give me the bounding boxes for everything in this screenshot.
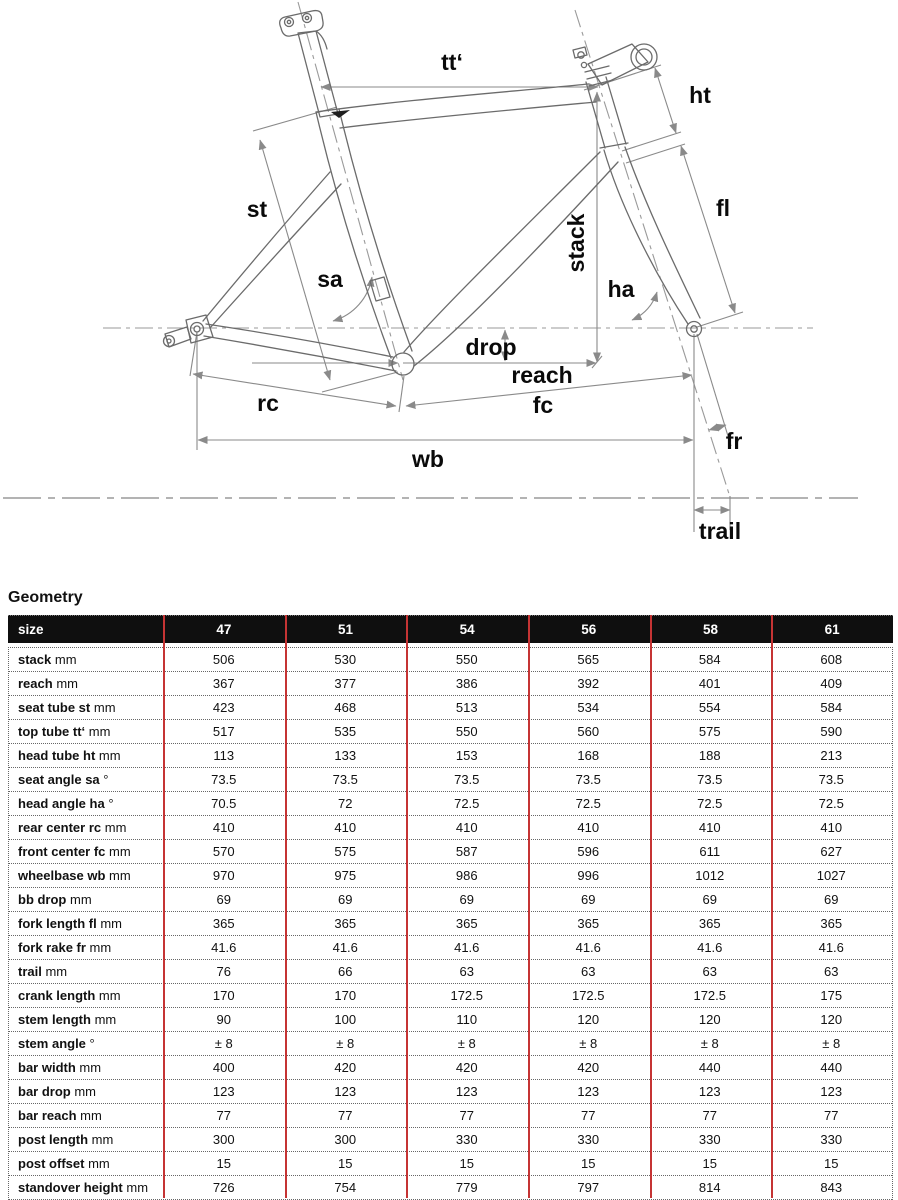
value-cell: 188: [698, 748, 721, 763]
table-row: [9, 1152, 892, 1176]
label-stack: stack: [563, 213, 589, 273]
size-column-header: 47: [216, 622, 232, 637]
value-cell: 367: [212, 676, 235, 691]
table-header-row: [8, 615, 893, 643]
geometry-table-body: [8, 647, 893, 1200]
value-cell: 113: [213, 748, 235, 763]
value-cell: 330: [455, 1132, 478, 1147]
value-cell: 517: [212, 724, 235, 739]
value-cell: 575: [334, 844, 357, 859]
label-bb-drop: drop: [465, 334, 517, 360]
value-cell: 123: [698, 1084, 721, 1099]
row-label: stack mm: [18, 652, 77, 667]
value-cell: 410: [455, 820, 478, 835]
value-cell: ± 8: [700, 1036, 719, 1051]
value-cell: 1027: [816, 868, 846, 883]
value-cell: 410: [212, 820, 235, 835]
size-column-header: 58: [702, 622, 718, 637]
label-fork-length: fl: [715, 195, 731, 221]
value-cell: ± 8: [336, 1036, 355, 1051]
table-row: [9, 672, 892, 696]
column-separator: [285, 615, 287, 1198]
value-cell: 41.6: [332, 940, 358, 955]
table-row: [9, 696, 892, 720]
value-cell: ± 8: [214, 1036, 233, 1051]
table-row: [9, 888, 892, 912]
label-fork-rake: fr: [725, 428, 743, 454]
value-cell: 779: [455, 1180, 478, 1195]
table-row: [9, 1080, 892, 1104]
label-head-angle: ha: [607, 276, 635, 302]
row-label: fork rake fr mm: [18, 940, 112, 955]
table-row: [9, 984, 892, 1008]
value-cell: 73.5: [697, 772, 723, 787]
value-cell: 410: [334, 820, 357, 835]
dimension-labels: [247, 49, 743, 544]
value-cell: 513: [455, 700, 478, 715]
label-head-tube: ht: [689, 82, 711, 108]
row-label: crank length mm: [18, 988, 121, 1003]
geometry-table: [8, 615, 893, 1200]
value-cell: 15: [216, 1156, 231, 1171]
value-cell: 15: [824, 1156, 839, 1171]
label-seat-tube: st: [246, 196, 268, 222]
value-cell: 1012: [695, 868, 725, 883]
column-separator: [771, 615, 773, 1198]
row-label: post length mm: [18, 1132, 114, 1147]
frame-geometry-diagram: [0, 0, 898, 585]
row-label: top tube tt‘ mm: [18, 724, 111, 739]
value-cell: 77: [702, 1108, 717, 1123]
value-cell: 365: [212, 916, 235, 931]
value-cell: 72.5: [575, 796, 601, 811]
value-cell: 73.5: [211, 772, 237, 787]
column-separator: [163, 615, 165, 1198]
size-column-header: 51: [337, 622, 353, 637]
row-label: head angle ha °: [18, 796, 114, 811]
table-row: [9, 864, 892, 888]
value-cell: 133: [334, 748, 357, 763]
value-cell: 611: [699, 844, 721, 859]
value-cell: 77: [216, 1108, 231, 1123]
reference-lines: [3, 2, 858, 498]
value-cell: 69: [581, 892, 596, 907]
value-cell: 153: [455, 748, 478, 763]
value-cell: 69: [459, 892, 474, 907]
row-label: wheelbase wb mm: [18, 868, 131, 883]
value-cell: 63: [581, 964, 596, 979]
row-label: trail mm: [18, 964, 68, 979]
table-row: [9, 936, 892, 960]
value-cell: ± 8: [579, 1036, 598, 1051]
row-label: bb drop mm: [18, 892, 92, 907]
value-cell: 970: [212, 868, 235, 883]
value-cell: 120: [820, 1012, 843, 1027]
row-label: bar reach mm: [18, 1108, 102, 1123]
value-cell: 41.6: [454, 940, 480, 955]
value-cell: 90: [216, 1012, 231, 1027]
value-cell: 73.5: [575, 772, 601, 787]
value-cell: 420: [577, 1060, 600, 1075]
value-cell: 365: [334, 916, 357, 931]
value-cell: 15: [581, 1156, 596, 1171]
value-cell: 986: [455, 868, 478, 883]
column-separator: [650, 615, 652, 1198]
value-cell: 123: [334, 1084, 357, 1099]
value-cell: 386: [455, 676, 478, 691]
value-cell: 77: [338, 1108, 353, 1123]
value-cell: 410: [820, 820, 843, 835]
value-cell: 377: [334, 676, 357, 691]
table-row: [9, 1056, 892, 1080]
value-cell: 66: [338, 964, 353, 979]
value-cell: 300: [334, 1132, 357, 1147]
value-cell: 63: [459, 964, 474, 979]
value-cell: 213: [820, 748, 843, 763]
table-row: [9, 768, 892, 792]
value-cell: 41.6: [818, 940, 844, 955]
row-label: front center fc mm: [18, 844, 131, 859]
row-label: head tube ht mm: [18, 748, 121, 763]
value-cell: 423: [212, 700, 235, 715]
row-label: standover height mm: [18, 1180, 149, 1195]
value-cell: 330: [820, 1132, 843, 1147]
value-cell: 565: [577, 652, 600, 667]
label-seat-angle: sa: [317, 266, 343, 292]
value-cell: 596: [577, 844, 600, 859]
value-cell: 72.5: [818, 796, 844, 811]
value-cell: 975: [334, 868, 357, 883]
dimension-lines: [190, 65, 743, 532]
value-cell: 175: [820, 988, 843, 1003]
value-cell: 41.6: [211, 940, 237, 955]
table-row: [9, 816, 892, 840]
value-cell: 170: [334, 988, 357, 1003]
value-cell: 100: [334, 1012, 357, 1027]
value-cell: ± 8: [457, 1036, 476, 1051]
table-row: [9, 1104, 892, 1128]
value-cell: 506: [212, 652, 235, 667]
value-cell: 123: [455, 1084, 478, 1099]
row-label: seat angle sa °: [18, 772, 109, 787]
value-cell: 468: [334, 700, 357, 715]
value-cell: 76: [216, 964, 231, 979]
value-cell: 409: [820, 676, 843, 691]
value-cell: 123: [577, 1084, 600, 1099]
bike-geometry-drawing: [0, 0, 898, 585]
value-cell: 172.5: [571, 988, 605, 1003]
value-cell: 72: [338, 796, 353, 811]
row-label: seat tube st mm: [18, 700, 116, 715]
value-cell: 440: [820, 1060, 843, 1075]
table-row: [9, 1008, 892, 1032]
value-cell: 110: [456, 1012, 478, 1027]
value-cell: 420: [334, 1060, 357, 1075]
value-cell: 69: [216, 892, 231, 907]
row-label: stem length mm: [18, 1012, 117, 1027]
value-cell: 554: [698, 700, 721, 715]
value-cell: 69: [338, 892, 353, 907]
value-cell: 392: [577, 676, 600, 691]
value-cell: 41.6: [697, 940, 723, 955]
value-cell: 15: [338, 1156, 353, 1171]
label-wheelbase: wb: [412, 446, 444, 472]
value-cell: 550: [455, 724, 478, 739]
table-row: [9, 912, 892, 936]
row-label: rear center rc mm: [18, 820, 127, 835]
value-cell: 365: [698, 916, 721, 931]
table-row: [9, 744, 892, 768]
value-cell: 401: [698, 676, 721, 691]
value-cell: 63: [824, 964, 839, 979]
value-cell: 410: [698, 820, 721, 835]
size-header: size: [18, 622, 44, 637]
value-cell: 73.5: [818, 772, 844, 787]
value-cell: 123: [212, 1084, 235, 1099]
value-cell: 72.5: [697, 796, 723, 811]
row-label: stem angle °: [18, 1036, 95, 1051]
value-cell: 530: [334, 652, 357, 667]
row-label: fork length fl mm: [18, 916, 122, 931]
label-rear-center: rc: [257, 390, 279, 416]
value-cell: 77: [581, 1108, 596, 1123]
label-front-center: fc: [532, 392, 554, 418]
table-row: [9, 840, 892, 864]
size-column-header: 61: [824, 622, 840, 637]
value-cell: 575: [698, 724, 721, 739]
row-label: reach mm: [18, 676, 78, 691]
value-cell: 172.5: [693, 988, 727, 1003]
value-cell: 170: [212, 988, 235, 1003]
label-reach: reach: [511, 362, 573, 388]
value-cell: 72.5: [454, 796, 480, 811]
value-cell: 69: [824, 892, 839, 907]
value-cell: 120: [698, 1012, 721, 1027]
value-cell: 996: [577, 868, 600, 883]
value-cell: 584: [820, 700, 843, 715]
value-cell: 535: [334, 724, 357, 739]
column-separator: [406, 615, 408, 1198]
value-cell: 726: [212, 1180, 235, 1195]
row-label: bar drop mm: [18, 1084, 97, 1099]
value-cell: 69: [702, 892, 717, 907]
table-row: [9, 1176, 892, 1200]
value-cell: 330: [577, 1132, 600, 1147]
value-cell: 73.5: [332, 772, 358, 787]
value-cell: 41.6: [575, 940, 601, 955]
value-cell: 400: [212, 1060, 235, 1075]
size-column-header: 54: [459, 622, 475, 637]
value-cell: 440: [698, 1060, 721, 1075]
value-cell: 330: [698, 1132, 721, 1147]
table-row: [9, 1032, 892, 1056]
table-row: [9, 720, 892, 744]
table-row: [9, 960, 892, 984]
value-cell: 123: [820, 1084, 843, 1099]
value-cell: 590: [820, 724, 843, 739]
value-cell: ± 8: [822, 1036, 841, 1051]
value-cell: 365: [455, 916, 478, 931]
table-row: [9, 1128, 892, 1152]
label-trail: trail: [698, 518, 742, 544]
label-top-tube: tt‘: [441, 49, 463, 75]
value-cell: 420: [455, 1060, 478, 1075]
value-cell: 560: [577, 724, 600, 739]
value-cell: 120: [577, 1012, 600, 1027]
value-cell: 365: [577, 916, 600, 931]
value-cell: 365: [820, 916, 843, 931]
frame-line-art: [164, 11, 702, 375]
value-cell: 814: [698, 1180, 721, 1195]
value-cell: 843: [820, 1180, 843, 1195]
section-heading: Geometry: [8, 589, 83, 606]
value-cell: 550: [455, 652, 478, 667]
value-cell: 797: [577, 1180, 600, 1195]
value-cell: 73.5: [454, 772, 480, 787]
row-label: post offset mm: [18, 1156, 110, 1171]
value-cell: 410: [577, 820, 600, 835]
table-row: [9, 648, 892, 672]
value-cell: 15: [702, 1156, 717, 1171]
value-cell: 570: [212, 844, 235, 859]
value-cell: 608: [820, 652, 843, 667]
value-cell: 754: [334, 1180, 357, 1195]
value-cell: 77: [824, 1108, 839, 1123]
value-cell: 587: [455, 844, 478, 859]
row-label: bar width mm: [18, 1060, 102, 1075]
value-cell: 300: [212, 1132, 235, 1147]
value-cell: 70.5: [211, 796, 237, 811]
value-cell: 627: [820, 844, 843, 859]
value-cell: 168: [577, 748, 600, 763]
value-cell: 63: [702, 964, 717, 979]
size-column-header: 56: [581, 622, 597, 637]
value-cell: 172.5: [450, 988, 484, 1003]
value-cell: 15: [459, 1156, 474, 1171]
value-cell: 534: [577, 700, 600, 715]
column-separator: [528, 615, 530, 1198]
value-cell: 584: [698, 652, 721, 667]
table-row: [9, 792, 892, 816]
value-cell: 77: [459, 1108, 474, 1123]
